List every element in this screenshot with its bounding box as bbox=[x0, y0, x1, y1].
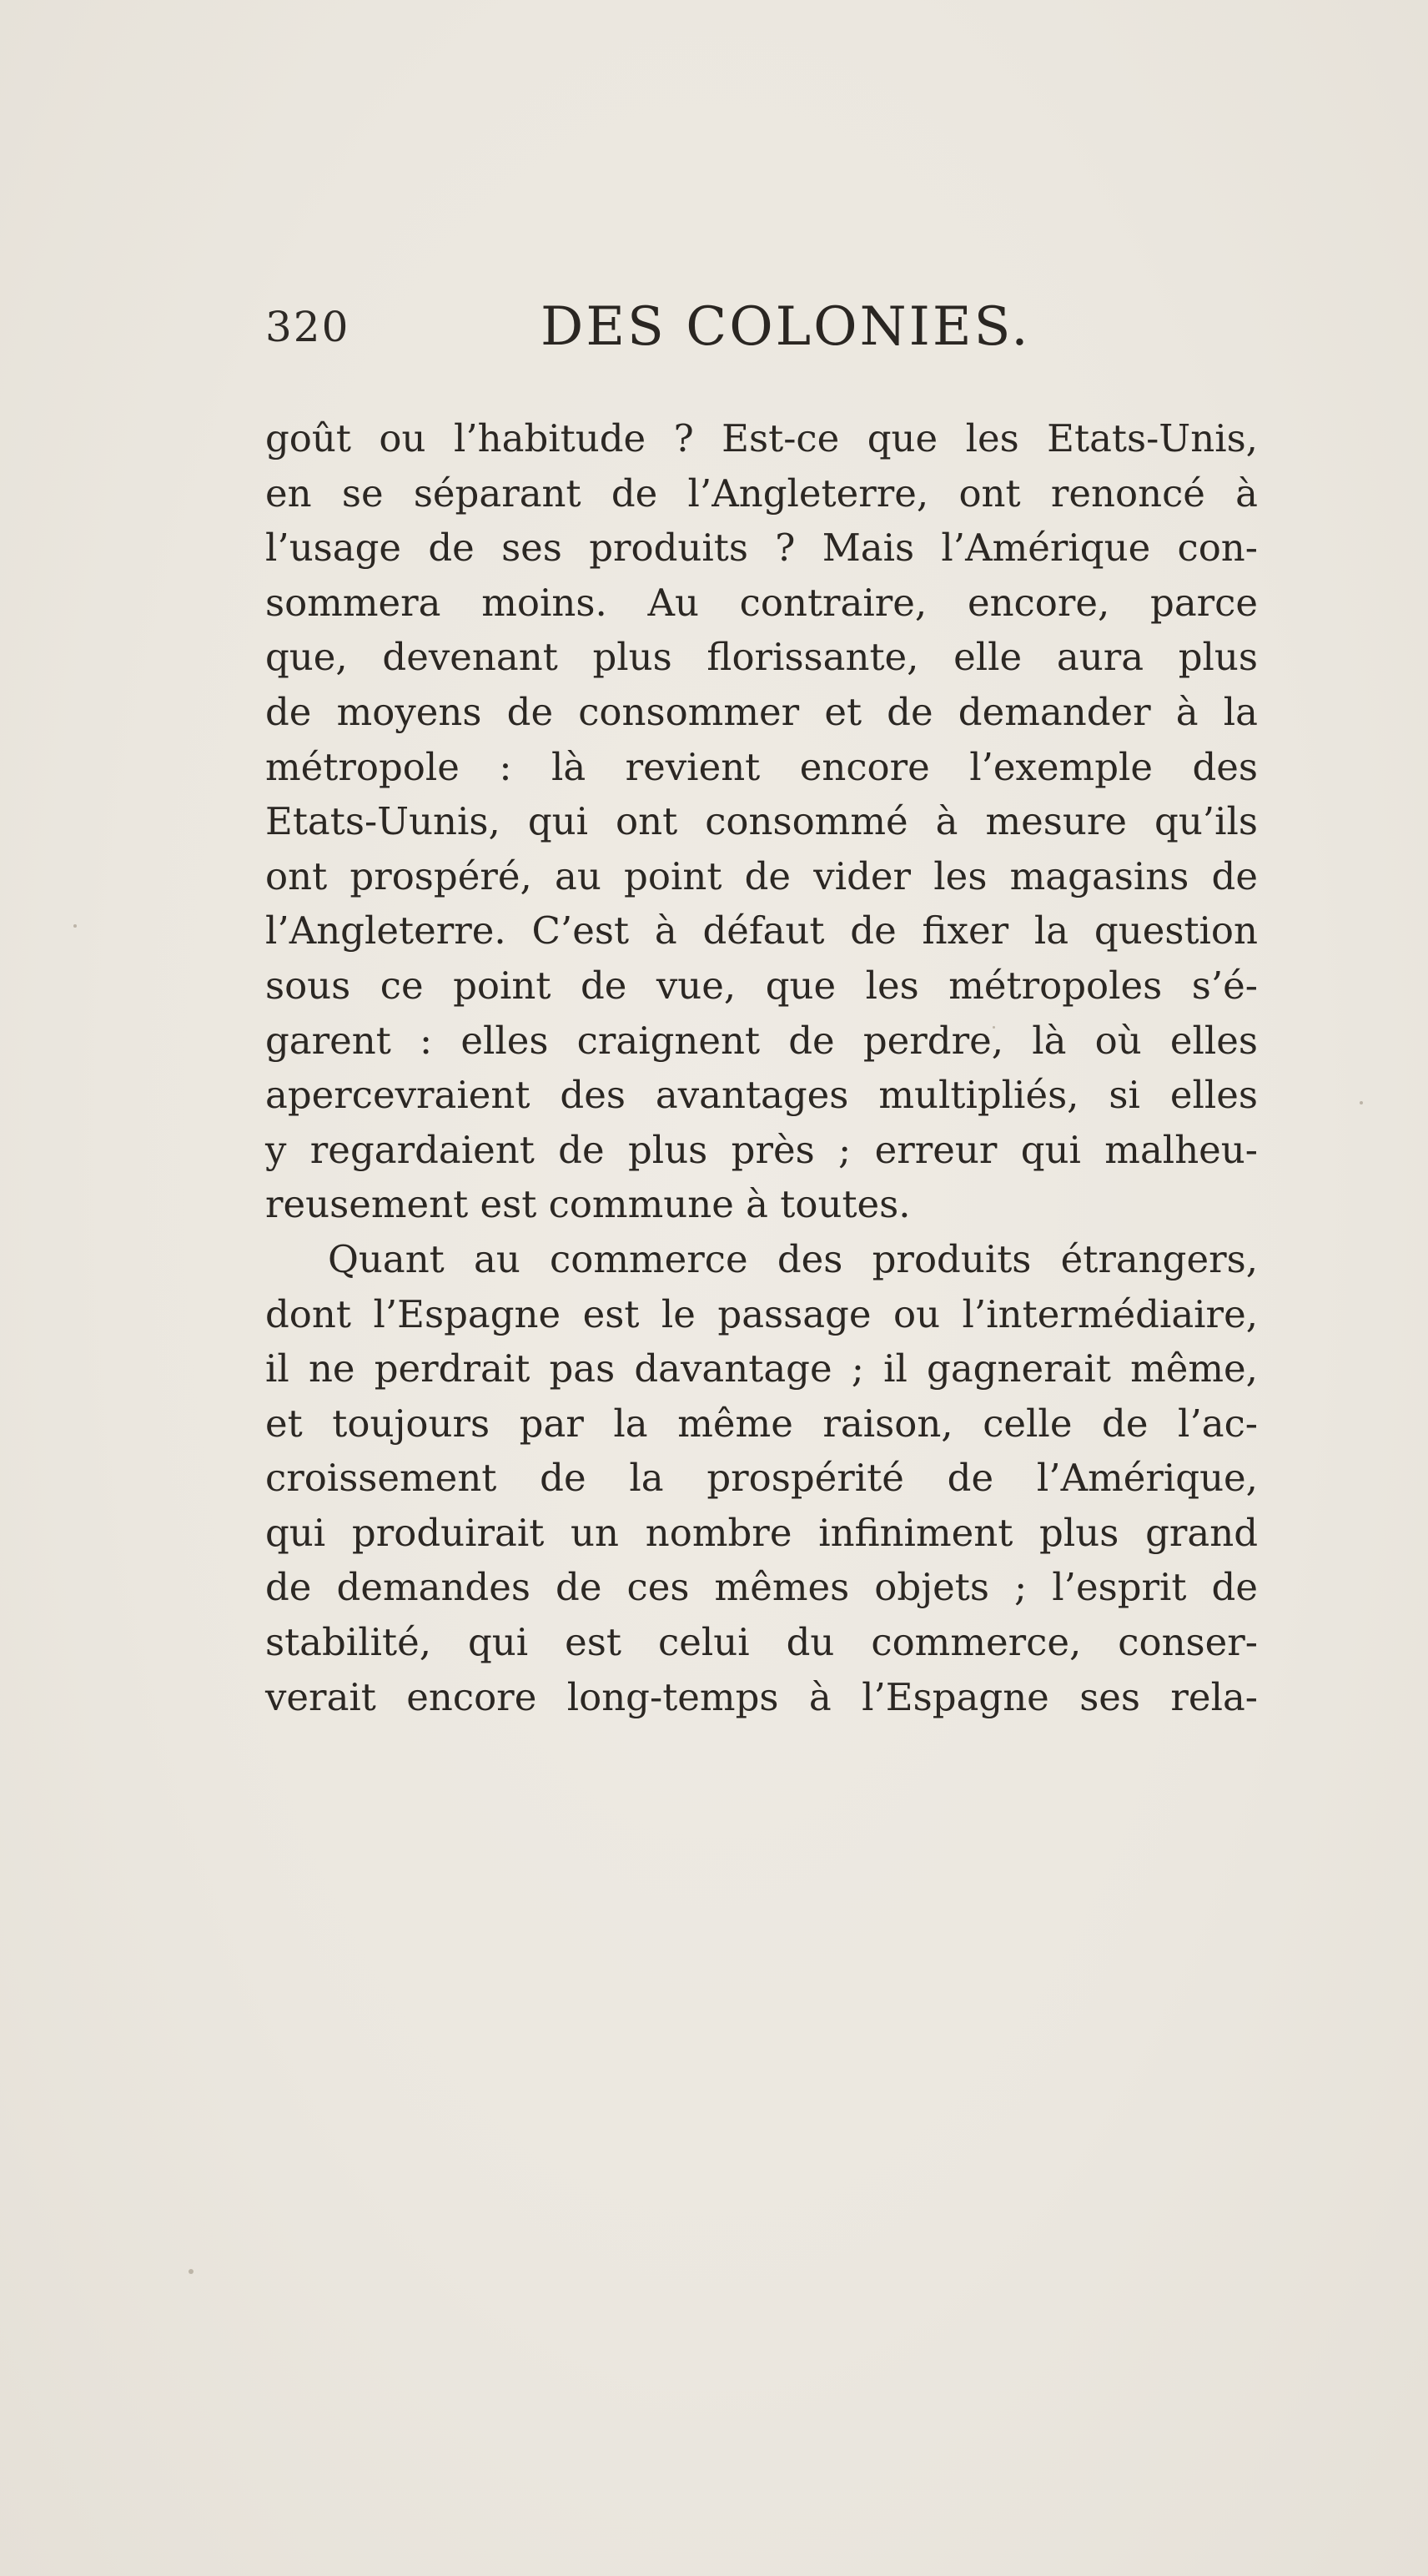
running-title: DES COLONIES. bbox=[541, 296, 1031, 358]
text-line: de demandes de ces mêmes objets ; l’esprit de bbox=[265, 1565, 1258, 1610]
text-line: stabilité, qui est celui du commerce, conser- bbox=[265, 1620, 1258, 1665]
text-line: goût ou l’habitude ? Est-ce que les Etats-Unis, bbox=[265, 416, 1258, 460]
text-line: apercevraient des avantages multipliés, si elles bbox=[265, 1073, 1258, 1118]
text-line: y regardaient de plus près ; erreur qui malheu- bbox=[265, 1127, 1258, 1172]
text-line: croissement de la prospérité de l’Amérique, bbox=[265, 1456, 1258, 1501]
text-line: dont l’Espagne est le passage ou l’intermédiaire, bbox=[265, 1291, 1258, 1336]
text-line: en se séparant de l’Angleterre, ont renoncé à bbox=[265, 470, 1258, 516]
text-line: et toujours par la même raison, celle de l’ac- bbox=[265, 1401, 1258, 1446]
text-line: verait encore long-temps à l’Espagne ses rela- bbox=[265, 1674, 1258, 1719]
text-line: il ne perdrait pas davantage ; il gagnerait même, bbox=[265, 1346, 1258, 1391]
text-line: métropole : là revient encore l’exemple des bbox=[265, 744, 1258, 789]
text-line: qui produirait un nombre infiniment plus grand bbox=[265, 1510, 1258, 1555]
page-header bbox=[265, 296, 1183, 371]
text-line: sous ce point de vue, que les métropoles s’é- bbox=[265, 963, 1258, 1008]
text-line: reusement est commune à toutes. bbox=[265, 1182, 911, 1227]
text-line: l’Angleterre. C’est à défaut de fixer la question bbox=[265, 908, 1258, 953]
text-line: ont prospéré, au point de vider les magasins de bbox=[265, 853, 1258, 898]
text-line: l’usage de ses produits ? Mais l’Amérique con- bbox=[265, 526, 1258, 571]
text-line: de moyens de consommer et de demander à la bbox=[265, 689, 1258, 734]
text-line: Quant au commerce des produits étrangers, bbox=[328, 1236, 1258, 1281]
text-line: Etats-Uunis, qui ont consommé à mesure qu’ils bbox=[265, 799, 1258, 844]
page-number: 320 bbox=[265, 303, 350, 351]
text-line: que, devenant plus florissante, elle aura plus bbox=[265, 635, 1258, 680]
body-text bbox=[265, 411, 1258, 1724]
text-line: garent : elles craignent de perdre, là où elles bbox=[265, 1018, 1258, 1063]
text-line: sommera moins. Au contraire, encore, parce bbox=[265, 580, 1258, 625]
